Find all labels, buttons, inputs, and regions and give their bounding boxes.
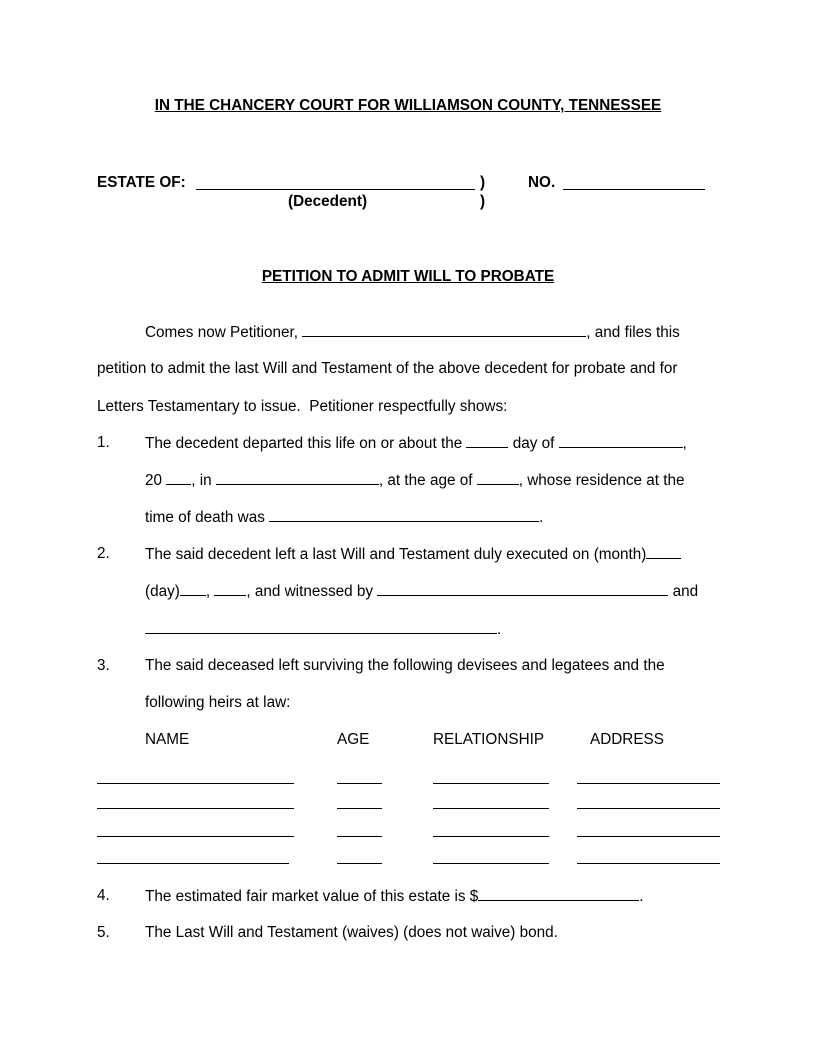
item-2-line-2: (day) , , and witnessed by and [145, 583, 699, 600]
decedent-name-field[interactable] [196, 189, 475, 190]
witness-2-field[interactable] [145, 620, 497, 634]
heir-age-field[interactable] [337, 783, 382, 784]
item-3-number: 3. [97, 657, 110, 674]
heir-age-field[interactable] [337, 836, 382, 837]
heir-age-field[interactable] [337, 863, 382, 864]
intro-line-1: Comes now Petitioner, , and files this [145, 324, 680, 341]
item-3-line-2: following heirs at law: [145, 694, 291, 711]
caption-paren-2: ) [480, 193, 486, 210]
death-day-field[interactable] [466, 434, 508, 448]
heir-address-field[interactable] [577, 808, 720, 809]
header-address: ADDRESS [590, 731, 664, 748]
caption-paren-1: ) [480, 174, 486, 191]
heir-relationship-field[interactable] [433, 836, 549, 837]
intro-line-2: petition to admit the last Will and Testament of the above decedent for probate and for [97, 360, 678, 377]
heir-relationship-field[interactable] [433, 808, 549, 809]
petitioner-name-field[interactable] [302, 323, 586, 337]
decedent-label: (Decedent) [288, 193, 368, 210]
item-2-number: 2. [97, 545, 110, 562]
court-title: IN THE CHANCERY COURT FOR WILLIAMSON COUNTY, TENNESSEE [154, 97, 662, 114]
item-3-line-1: The said deceased left surviving the following devisees and legatees and the [145, 657, 665, 674]
item-5-number: 5. [97, 924, 110, 941]
death-month-field[interactable] [559, 434, 683, 448]
item-4-number: 4. [97, 887, 110, 904]
intro-line-3: Letters Testamentary to issue. Petitioner respectfully shows: [97, 398, 508, 415]
item-1-line-3: time of death was . [145, 509, 544, 526]
heir-name-field[interactable] [97, 808, 294, 809]
heir-age-field[interactable] [337, 808, 382, 809]
decedent-age-field[interactable] [477, 471, 519, 485]
heir-address-field[interactable] [577, 863, 720, 864]
death-year-field[interactable] [166, 471, 191, 485]
estate-value-field[interactable] [478, 887, 639, 901]
death-place-field[interactable] [216, 471, 379, 485]
case-number-label: NO. [528, 174, 556, 191]
residence-field[interactable] [269, 508, 539, 522]
item-1-line-1: The decedent departed this life on or about the day of , [145, 435, 687, 452]
heir-name-field[interactable] [97, 783, 294, 784]
heir-address-field[interactable] [577, 836, 720, 837]
item-5-line: The Last Will and Testament (waives) (does not waive) bond. [145, 924, 558, 941]
heir-relationship-field[interactable] [433, 783, 549, 784]
heir-name-field[interactable] [97, 836, 294, 837]
heir-name-field[interactable] [97, 863, 289, 864]
case-number-field[interactable] [563, 189, 705, 190]
header-relationship: RELATIONSHIP [433, 731, 545, 748]
item-2-line-3: . [145, 620, 501, 639]
item-1-line-2: 20 , in , at the age of , whose residence at the [145, 472, 685, 489]
will-month-field[interactable] [646, 545, 681, 559]
petition-title: PETITION TO ADMIT WILL TO PROBATE [261, 268, 555, 285]
item-1-number: 1. [97, 434, 110, 451]
item-4-line: The estimated fair market value of this estate is $ . [145, 888, 644, 905]
heir-address-field[interactable] [577, 783, 720, 784]
will-year-field[interactable] [214, 582, 246, 596]
header-age: AGE [337, 731, 370, 748]
estate-of-label: ESTATE OF: [97, 174, 186, 191]
witness-1-field[interactable] [377, 582, 668, 596]
header-name: NAME [145, 731, 190, 748]
will-day-field[interactable] [180, 582, 206, 596]
item-2-line-1: The said decedent left a last Will and Testament duly executed on (month) [145, 545, 681, 564]
heir-relationship-field[interactable] [433, 863, 549, 864]
